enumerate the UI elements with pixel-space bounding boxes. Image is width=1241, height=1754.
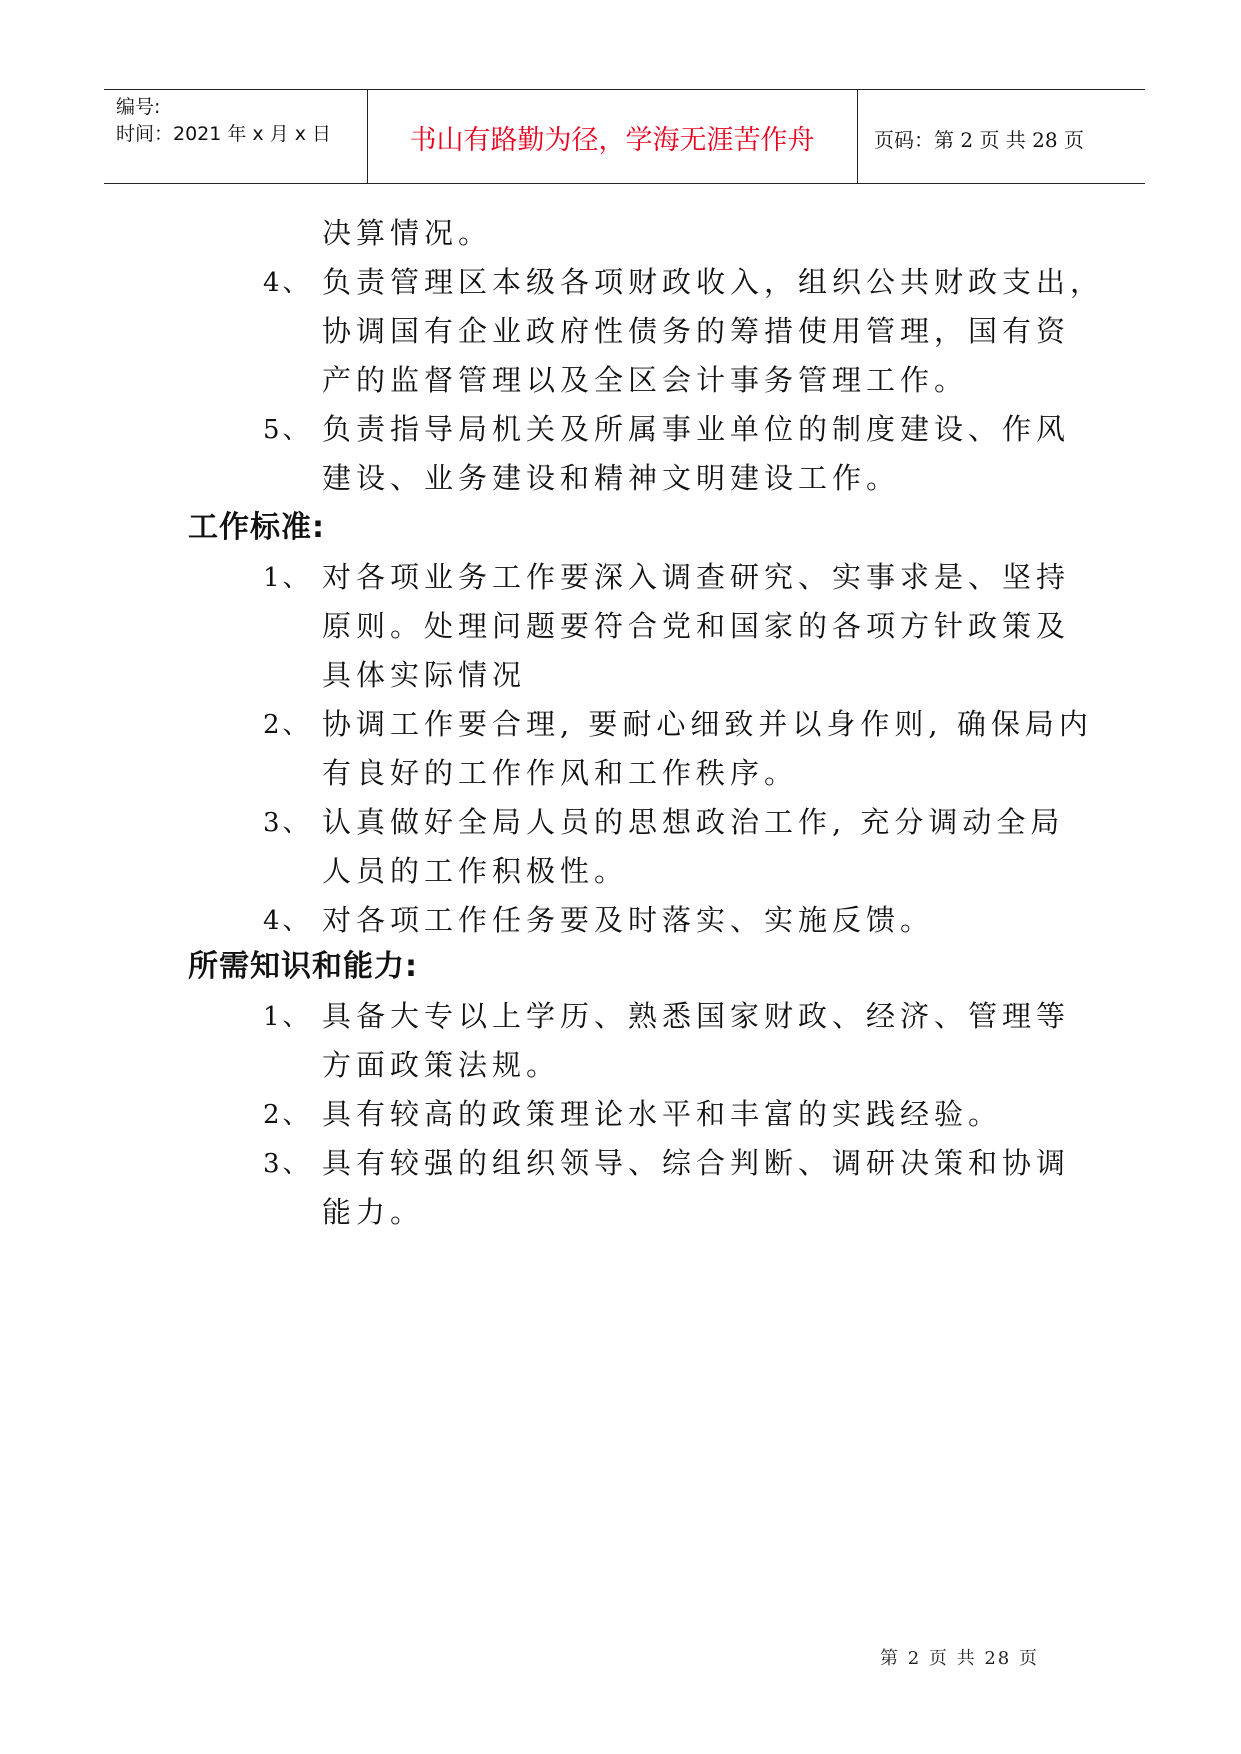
knowledge-item-number: 2、 xyxy=(263,1100,312,1130)
duty-item-line: 建设、业务建设和精神文明建设工作。 xyxy=(322,461,901,495)
standard-item-line: 有良好的工作作风和工作秩序。 xyxy=(322,756,799,790)
knowledge-item-line: 方面政策法规。 xyxy=(322,1048,561,1082)
section-heading-standards: 工作标准: xyxy=(188,510,325,545)
duty-item-number: 4、 xyxy=(263,268,312,298)
duty-item-line: 协调国有企业政府性债务的筹措使用管理，国有资 xyxy=(322,314,1071,348)
section-heading-knowledge: 所需知识和能力: xyxy=(188,949,418,984)
standard-item-number: 3、 xyxy=(263,808,312,838)
duty-item-number: 5、 xyxy=(263,415,312,445)
duty-item-line: 负责管理区本级各项财政收入，组织公共财政支出， xyxy=(322,265,1105,299)
standard-item-number: 1、 xyxy=(263,563,312,593)
knowledge-item-line: 具有较高的政策理论水平和丰富的实践经验。 xyxy=(322,1097,1003,1131)
standard-item-line: 对各项业务工作要深入调查研究、实事求是、坚持 xyxy=(322,560,1071,594)
standard-item-line: 认真做好全局人员的思想政治工作, 充分调动全局 xyxy=(322,805,1065,839)
header-number-label: 编号: xyxy=(116,96,161,118)
duty-item-line: 负责指导局机关及所属事业单位的制度建设、作风 xyxy=(322,412,1071,446)
header-date-label: 时间：2021 年 x 月 x 日 xyxy=(116,123,332,145)
standard-item-line: 人员的工作积极性。 xyxy=(322,854,629,888)
standard-item-line: 协调工作要合理, 要耐心细致并以身作则, 确保局内 xyxy=(322,707,1093,741)
knowledge-item-line: 具有较强的组织领导、综合判断、调研决策和协调 xyxy=(322,1146,1071,1180)
continuation-text: 决算情况。 xyxy=(322,216,493,250)
standard-item-number: 4、 xyxy=(263,906,312,936)
page-footer: 第 2 页 共 28 页 xyxy=(880,1648,1039,1669)
knowledge-item-line: 具备大专以上学历、熟悉国家财政、经济、管理等 xyxy=(322,999,1071,1033)
page-header xyxy=(104,89,1145,184)
standard-item-line: 对各项工作任务要及时落实、实施反馈。 xyxy=(322,903,935,937)
header-divider-right xyxy=(857,90,858,183)
standard-item-line: 具体实际情况 xyxy=(322,658,527,692)
standard-item-line: 原则。处理问题要符合党和国家的各项方针政策及 xyxy=(322,609,1071,643)
knowledge-item-number: 1、 xyxy=(263,1002,312,1032)
knowledge-item-line: 能力。 xyxy=(322,1195,425,1229)
header-page-label: 页码：第 2 页 共 28 页 xyxy=(874,128,1084,152)
header-motto: 书山有路勤为径，学海无涯苦作舟 xyxy=(409,125,815,156)
header-meta xyxy=(116,94,331,148)
knowledge-item-number: 3、 xyxy=(263,1149,312,1179)
standard-item-number: 2、 xyxy=(263,710,312,740)
duty-item-line: 产的监督管理以及全区会计事务管理工作。 xyxy=(322,363,969,397)
